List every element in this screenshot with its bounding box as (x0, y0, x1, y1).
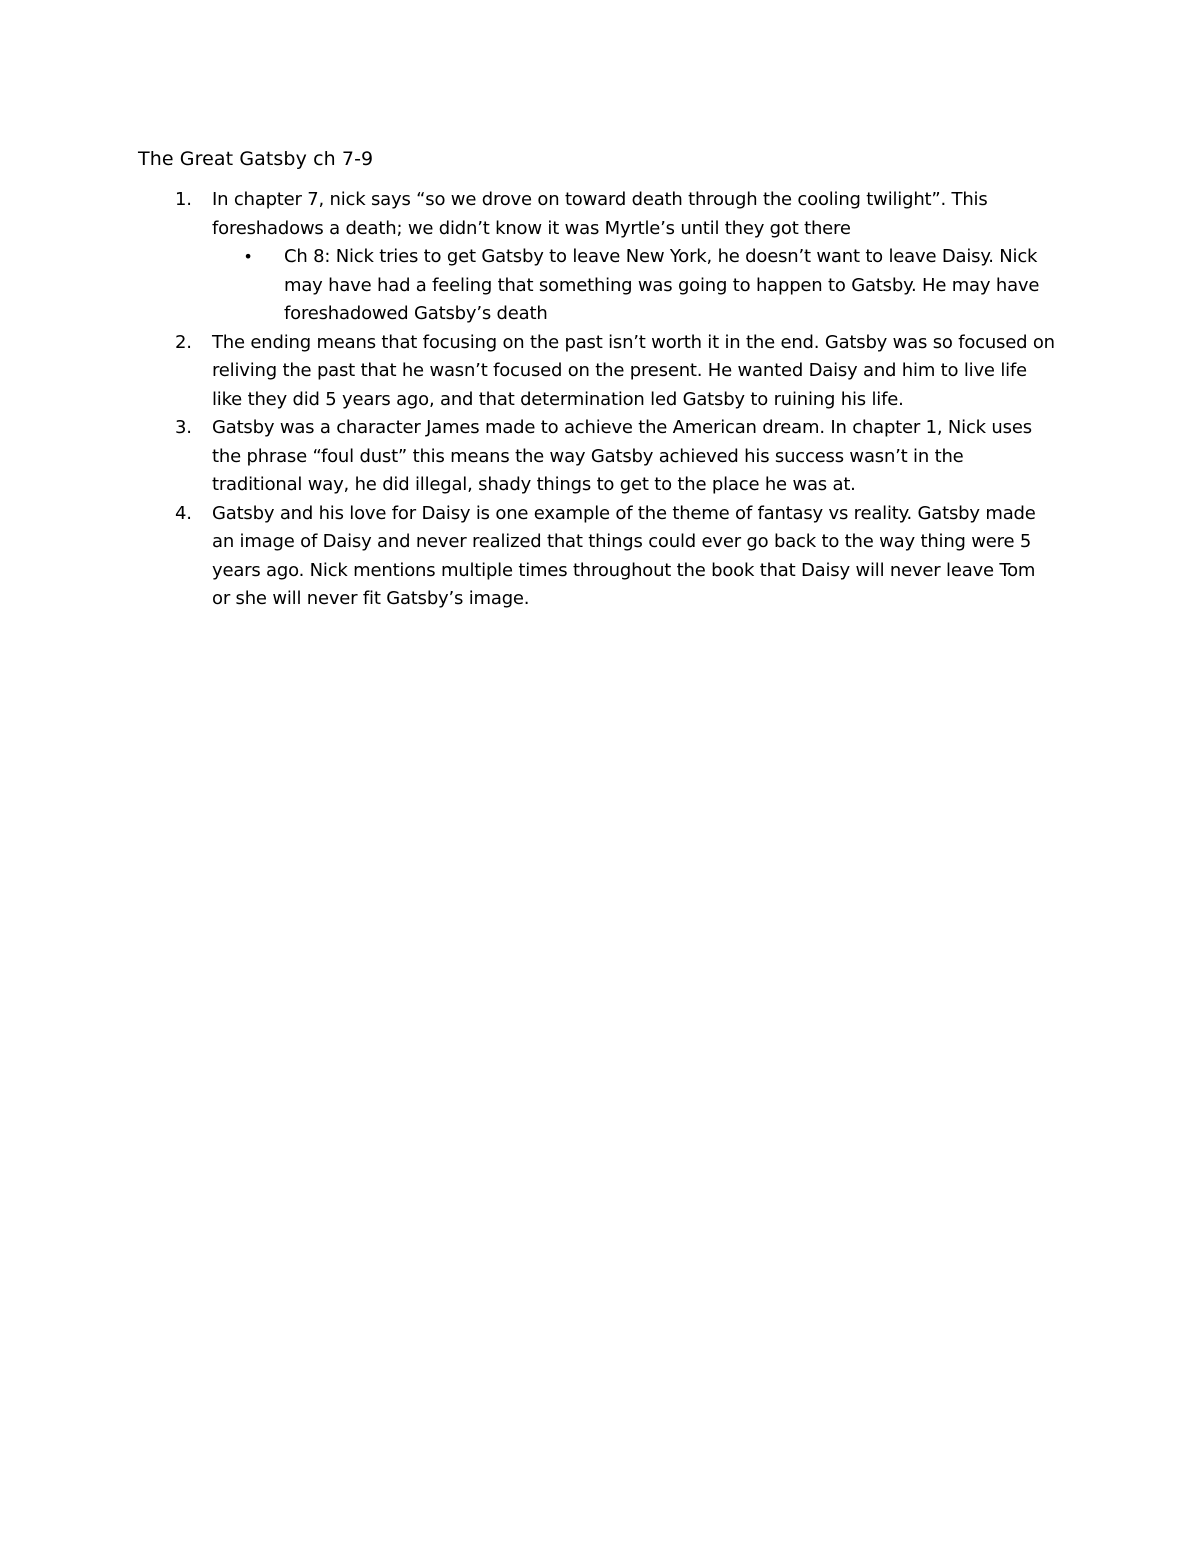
answer-text: Gatsby and his love for Daisy is one example of the theme of fantasy vs reality. Gatsby made an image of Daisy and never realized that things could ever go back to the way thing were 5 years ago. Nick mentions multiple times throughout the book that Daisy will never leave Tom or she will never fit Gatsby’s image. (212, 502, 1036, 609)
answer-sub-text: Ch 8: Nick tries to get Gatsby to leave New York, he doesn’t want to leave Daisy. Nick may have had a feeling that something was going to happen to Gatsby. He may have foreshadowed Gatsby’s death (284, 246, 1040, 324)
document-title: The Great Gatsby ch 7-9 (138, 148, 374, 170)
answer-number: 4. (175, 502, 192, 524)
answer-sub-list (212, 243, 1058, 329)
answer-item (138, 414, 1058, 500)
bullet-icon: • (243, 247, 253, 266)
answer-text: The ending means that focusing on the past isn’t worth it in the end. Gatsby was so focused on reliving the past that he wasn’t focused on the present. He wanted Daisy and him to live life like they did 5 years ago, and that determination led Gatsby to ruining his life. (212, 331, 1055, 410)
answer-list (138, 186, 1058, 614)
answer-item (138, 329, 1058, 415)
answer-number: 1. (175, 189, 192, 210)
answer-item (138, 500, 1058, 614)
answer-number: 2. (175, 331, 192, 353)
answer-text: Gatsby was a character James made to achieve the American dream. In chapter 1, Nick uses the phrase “foul dust” this means the way Gatsby achieved his success wasn’t in the traditional way, he did illegal, shady things to get to the place he was at. (212, 417, 1032, 495)
answer-number: 3. (175, 417, 192, 438)
answer-item (138, 186, 1058, 329)
answer-text: In chapter 7, nick says “so we drove on toward death through the cooling twilight”. This foreshadows a death; we didn’t know it was Myrtle’s until they got there (212, 189, 988, 239)
answer-sub-item (212, 243, 1058, 329)
